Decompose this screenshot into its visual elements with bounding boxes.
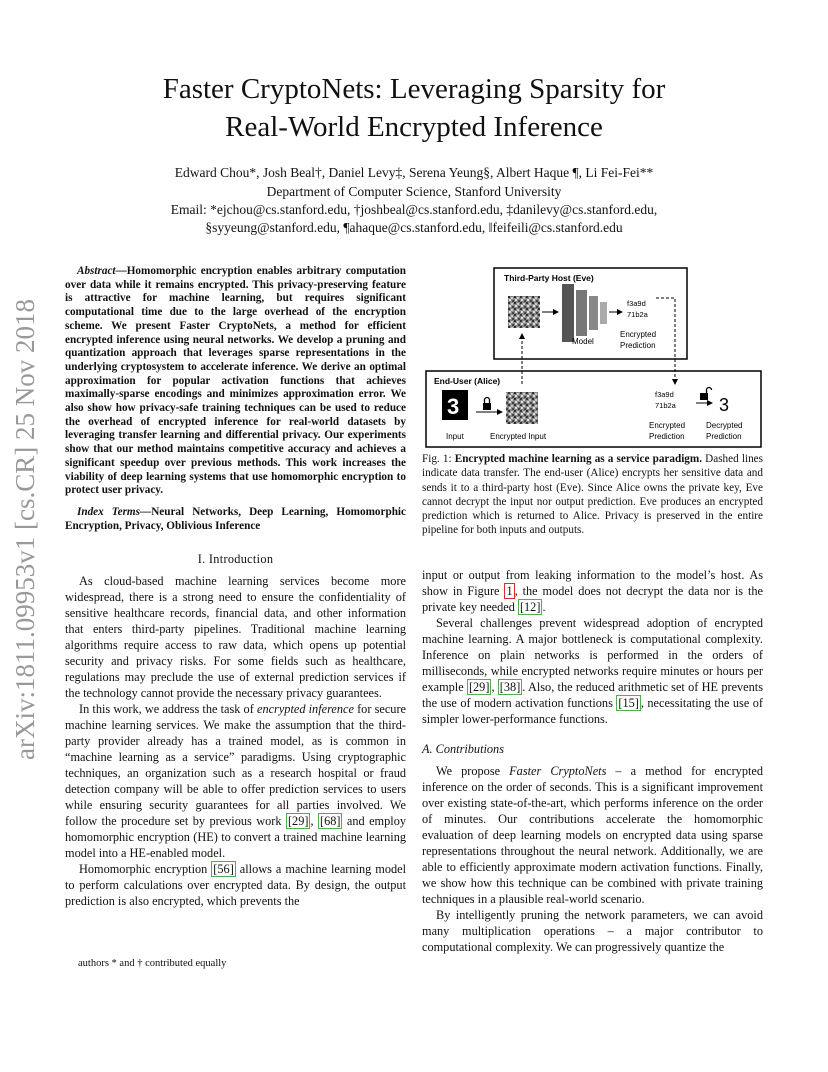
paper-title <box>0 70 828 146</box>
right-paragraph-4: By intelligently pruning the network parameters, we can avoid many multiplication operations – a major contributor to computational complexity. We can progressively quantize the <box>422 908 763 954</box>
host-cipher-2: 71b2a <box>627 310 648 319</box>
text-span: input or output from leaking information to the model’s host. As show in Figure <box>422 568 763 598</box>
host-cipher-1: f3a9d <box>627 299 646 308</box>
encrypted-prediction-label-user-2: Prediction <box>649 432 685 441</box>
emphasis-faster-cryptonets: Faster CryptoNets <box>509 764 607 778</box>
host-label: Third-Party Host (Eve) <box>504 273 594 283</box>
index-terms <box>65 506 406 533</box>
text-span: In this work, we address the task of <box>79 702 257 716</box>
figure-link[interactable]: 1 <box>506 584 513 598</box>
arxiv-identifier: arXiv:1811.09953v1 [cs.CR] 25 Nov 2018 <box>10 299 40 760</box>
caption-title: Encrypted machine learning as a service paradigm. <box>454 453 703 465</box>
text-span: for secure machine learning services. We make the assumption that the third-party provider already has a trained model, as is common in “machine learning as a service” paradigms. Using cryptographic techniques, an organization such as a research hospital or fraud detection company will be able to offer prediction services to users while ensuring security guarantees for all parties involved. We follow the procedure set by previous work <box>65 702 406 828</box>
right-paragraph-3 <box>422 763 763 907</box>
right-column-bottom <box>422 763 763 955</box>
decrypted-prediction-label-2: Prediction <box>706 432 742 441</box>
title-line-1: Faster CryptoNets: Leveraging Sparsity for <box>162 73 666 105</box>
text-span: and employ homomorphic encryption (HE) to convert a trained machine learning model into a HE-enabled model. <box>65 814 406 860</box>
email-line-1: Email: *ejchou@cs.stanford.edu, †joshbeal@cs.stanford.edu, ‡danilevy@cs.stanford.edu, <box>170 202 658 217</box>
model-layer <box>589 296 598 330</box>
title-line-2: Real-World Encrypted Inference <box>225 111 603 143</box>
encrypted-prediction-label-host-2: Prediction <box>620 341 656 350</box>
text-span: . Also, the reduced arithmetic set of HE prevents the use of modern activation functions <box>422 680 763 710</box>
text-span: We propose <box>436 764 510 778</box>
author-names: Edward Chou*, Josh Beal†, Daniel Levy‡, Serena Yeung§, Albert Haque ¶, Li Fei-Fei** <box>174 165 654 180</box>
input-label: Input <box>446 432 464 441</box>
abstract-text: —Homomorphic encryption enables arbitrary computation over data while it remains encrypted. This privacy-preserving feature is attractive for machine learning, but requires significant computational time due to the large overhead of the encryption scheme. We present Faster CryptoNets, a method for efficient encrypted inference using neural networks. We develop a pruning and quantization approach that leverages sparse representations in the underlying cryptosystem to accelerate inference. We derive an optimal approximation for popular activation functions that achieves maximally-sparse encodings and minimizes approximation error. We also show how privacy-safe training techniques can be used to reduce the overhead of encrypted inference for real-world datasets by leveraging transfer learning and differential privacy. Our experiments show that our method maintains competitive accuracy and achieves a significant speedup over previous methods. This work increases the viability of deep learning systems that use homomorphic encryption to protect user privacy. <box>65 265 406 497</box>
emphasis-encrypted-inference: encrypted inference <box>256 702 354 716</box>
citation-link[interactable]: [68] <box>319 814 341 828</box>
right-paragraph-1 <box>422 567 763 615</box>
index-terms-text: —Neural Networks, Deep Learning, Homomorphic Encryption, Privacy, Oblivious Inference <box>65 506 406 532</box>
index-terms-label: Index Terms <box>77 506 140 518</box>
model-layer <box>600 302 607 324</box>
figure-1 <box>424 266 764 448</box>
enduser-cipher-2: 71b2a <box>655 401 676 410</box>
citation-link[interactable]: [29] <box>287 814 309 828</box>
intro-paragraph-2: In this work, we address the task of encrypted inference for secure machine learning services. We make the assumption that the third-party provider already has a trained model, as is common in “machine learning as a service” paradigms. Using cryptographic techniques, an organization such as a research hospital or fraud detection company will be able to offer prediction services to users while ensuring security guarantees for all parties involved. We follow the procedure set by previous work [29] , [68] and employ homomorphic encryption (HE) to convert a trained machine learning model into a HE-enabled model. <box>65 702 406 860</box>
text-span: , necessitating the use of simpler lower-performance functions. <box>422 696 763 726</box>
caption-label: Fig. 1: <box>422 453 452 465</box>
output-digit: 3 <box>719 395 730 415</box>
citation-link[interactable]: [15] <box>618 696 639 710</box>
right-paragraph-2: Several challenges prevent widespread adoption of encrypted machine learning. A major bottleneck is computational complexity. Inference on plain networks is performed in the orders of milliseconds, while encrypted networks require minutes or hours per example [29] , [38] . Also, the reduced arithmetic set of HE prevents the use of modern activation functions [15] , necessitating the use of simpler lower-performance functions. <box>422 616 763 726</box>
model-layer <box>562 284 574 342</box>
figure-diagram <box>424 266 764 448</box>
citation-link[interactable]: [12] <box>519 600 541 614</box>
encrypted-prediction-label-host-1: Encrypted <box>620 330 657 339</box>
subsection-contributions: A. Contributions <box>422 742 504 756</box>
host-encrypted-image <box>508 296 540 328</box>
text-span: – a method for encrypted inference on the order of seconds. This is a significant improvement over existing state-of-the-art, which performs inference on the order of minutes. Our contributions accelerate the homomorphic evaluation of deep learning models on encrypted data using sparse representations throughout the neural network. Additionally, we are able to efficiently approximate modern activation functions. Finally, we show how this technique can be combined with private training techniques in a plausible real-world scenario. <box>422 764 763 906</box>
intro-paragraph-1: As cloud-based machine learning services become more widespread, there is a strong need to ensure the confidentiality of sensitive healthcare records, financial data, and other information that enters third-party pipelines. Traditional machine learning algorithms require access to raw data, which opens up potential security and privacy risks. For some fields such as healthcare, regulations may preclude the use of external prediction services if the technology cannot provide the necessary privacy guarantees. <box>65 574 406 700</box>
citation-link[interactable]: [56] <box>213 862 234 876</box>
caption-text: Dashed lines indicate data transfer. The end-user (Alice) encrypts her sensitive data and sends it to a third-party host (Eve). Since Alice owns the private key, Eve cannot decrypt the input nor output prediction. Eve produces an encrypted prediction which is returned to Alice. Privacy is preserved in the entire pipeline for both inputs and outputs. <box>422 453 763 537</box>
footnote: authors * and † contributed equally <box>78 958 227 969</box>
enduser-cipher-1: f3a9d <box>655 390 674 399</box>
unlock-icon <box>700 393 708 400</box>
text-span: Homomorphic encryption <box>79 862 212 876</box>
text-span: allows a machine learning model to perform calculations over encrypted data. By design, the output prediction is also encrypted, which prevents the <box>65 862 406 908</box>
introduction-left-column <box>65 573 406 909</box>
intro-paragraph-3 <box>65 861 406 909</box>
affiliation: Department of Computer Science, Stanford University <box>266 184 562 199</box>
lock-icon <box>483 403 491 410</box>
encrypted-input-label: Encrypted Input <box>490 432 547 441</box>
enduser-label: End-User (Alice) <box>434 376 501 386</box>
author-block <box>0 164 828 237</box>
citation-link[interactable]: [38] <box>499 680 521 694</box>
text-span: . <box>542 600 546 614</box>
email-line-2: §syyeung@stanford.edu, ¶ahaque@cs.stanford.edu, ‖feifeili@cs.stanford.edu <box>205 220 623 235</box>
abstract-label: Abstract <box>77 265 116 277</box>
decrypted-prediction-label-1: Decrypted <box>706 421 743 430</box>
text-span: , the model does not decrypt the data nor is the private key needed <box>422 584 763 614</box>
input-digit: 3 <box>447 394 460 419</box>
encrypted-input-image <box>506 392 538 424</box>
text-span: Several challenges prevent widespread adoption of encrypted machine learning. A major bottleneck is computational complexity. Inference on plain networks is performed in the orders of milliseconds, while encrypted networks require minutes or hours per example <box>422 616 763 694</box>
right-column-top <box>422 567 763 727</box>
abstract <box>65 265 406 498</box>
figure-caption <box>422 452 763 538</box>
encrypted-prediction-label-user-1: Encrypted <box>649 421 686 430</box>
citation-link[interactable]: [29] <box>468 680 490 694</box>
section-heading-introduction: I. Introduction <box>197 552 274 566</box>
model-label: Model <box>572 337 594 346</box>
model-layer <box>576 290 587 336</box>
